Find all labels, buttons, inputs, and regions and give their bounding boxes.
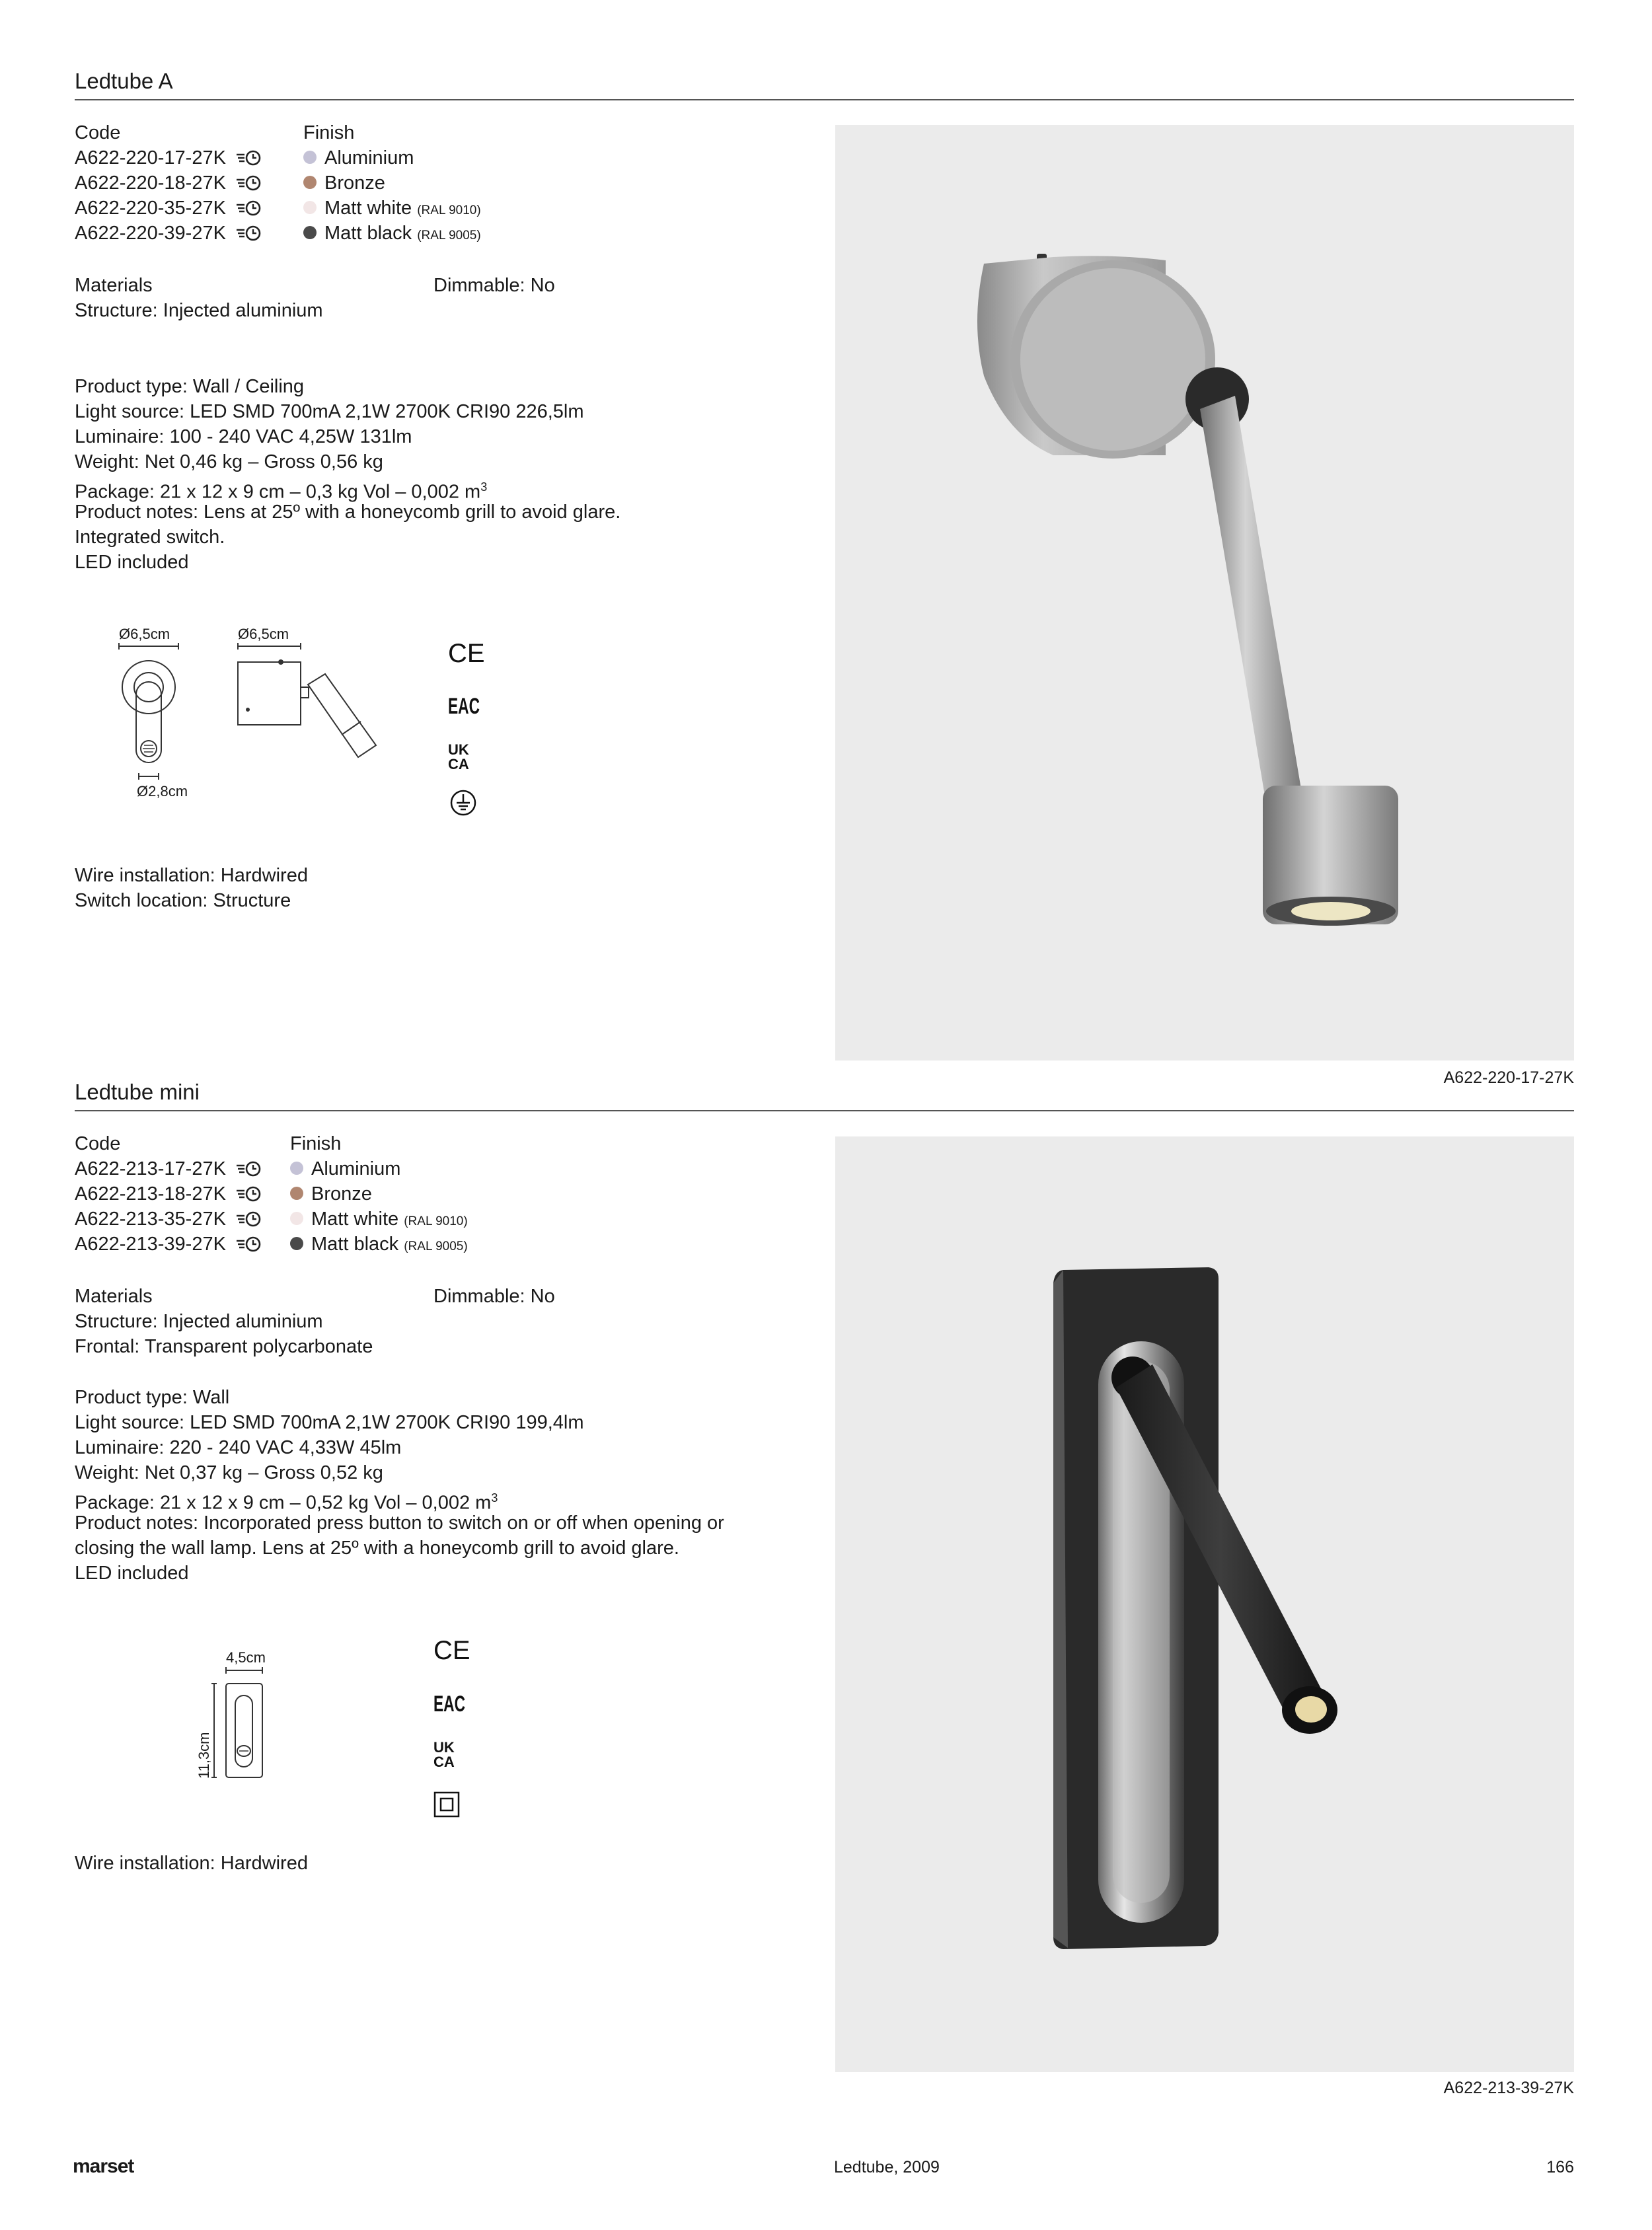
- ce-mark-text: CE: [433, 1636, 470, 1665]
- section-a-specs: [75, 374, 620, 575]
- code-row: [75, 1156, 263, 1181]
- section-b-finish-list: [290, 1156, 468, 1257]
- swatch-aluminium: [290, 1162, 303, 1175]
- spec-line: Luminaire: 100 - 240 VAC 4,25W 131lm: [75, 426, 412, 447]
- brand-logo: marset: [73, 2155, 134, 2177]
- product-code: A622-220-17-27K: [75, 147, 226, 168]
- material-frontal: Frontal: Transparent polycarbonate: [75, 1336, 373, 1357]
- section-b-divider: [75, 1110, 1574, 1111]
- code-row: [75, 221, 263, 246]
- product-code: A622-213-35-27K: [75, 1208, 226, 1230]
- section-a-code-header: Code: [75, 122, 121, 143]
- uk-mark-text: UK: [448, 741, 469, 758]
- spec-line: LED included: [75, 1563, 189, 1584]
- ukca-mark-icon: [448, 741, 478, 772]
- section-a-title: Ledtube A: [75, 69, 173, 93]
- section-b-wire-installation: Wire installation: Hardwired: [75, 1853, 308, 1874]
- swatch-bronze: [303, 176, 317, 189]
- section-b-finish-header: Finish: [290, 1133, 342, 1154]
- section-a-code-list: [75, 145, 263, 246]
- product-code: A622-220-35-27K: [75, 198, 226, 219]
- dimming-timer-icon: [235, 1236, 263, 1253]
- section-b-materials: [75, 1309, 373, 1359]
- finish-item: Aluminium: [290, 1156, 468, 1181]
- section-a-structure: Structure: Injected aluminium: [75, 300, 323, 321]
- dim-side-top-label: Ø6,5cm: [238, 626, 289, 642]
- section-b-specs: [75, 1385, 724, 1586]
- ca-mark-text: CA: [448, 756, 469, 772]
- spec-line: Luminaire: 220 - 240 VAC 4,33W 45lm: [75, 1437, 402, 1458]
- spec-line: Product notes: Incorporated press button to switch on or off when opening or: [75, 1512, 724, 1534]
- ledtube-a-photo: [835, 125, 1574, 1060]
- dimming-timer-icon: [235, 225, 263, 242]
- finish-item: Matt white (RAL 9010): [303, 196, 481, 221]
- finish-item: Matt white (RAL 9010): [290, 1207, 468, 1232]
- eac-mark-text: EAC: [448, 694, 480, 719]
- spec-line: LED included: [75, 552, 189, 573]
- ce-mark-text: CE: [448, 639, 485, 668]
- finish-item: Bronze: [303, 170, 481, 196]
- earth-ground-icon: [449, 789, 477, 817]
- product-code: A622-220-39-27K: [75, 223, 226, 244]
- section-b-materials-label: Materials: [75, 1286, 153, 1307]
- section-b-title: Ledtube mini: [75, 1080, 200, 1104]
- product-code: A622-213-18-27K: [75, 1183, 226, 1205]
- spec-line: Weight: Net 0,46 kg – Gross 0,56 kg: [75, 451, 383, 472]
- code-row: [75, 1232, 263, 1257]
- class-ii-insulation-icon: [433, 1791, 460, 1818]
- spec-line: closing the wall lamp. Lens at 25º with a honeycomb grill to avoid glare.: [75, 1538, 679, 1559]
- product-code: A622-220-18-27K: [75, 172, 226, 194]
- spec-line: Product type: Wall / Ceiling: [75, 376, 305, 397]
- section-a-divider: [75, 99, 1574, 100]
- dimming-timer-icon: [235, 200, 263, 217]
- dim-width-label: 4,5cm: [226, 1649, 266, 1666]
- ce-mark-icon: [448, 640, 485, 666]
- section-a-wire-info: [75, 863, 308, 913]
- section-a-finish-header: Finish: [303, 122, 355, 143]
- product-code: A622-213-17-27K: [75, 1158, 226, 1179]
- section-a-photo-caption: A622-220-17-27K: [1443, 1068, 1574, 1087]
- finish-item: Matt black (RAL 9005): [303, 221, 481, 246]
- dim-front-top-label: Ø6,5cm: [119, 626, 170, 642]
- section-a-finish-list: [303, 145, 481, 246]
- section-a-dimmable: Dimmable: No: [433, 275, 555, 296]
- eac-mark-text: EAC: [433, 1691, 465, 1717]
- spec-line: Light source: LED SMD 700mA 2,1W 2700K CRI90 199,4lm: [75, 1412, 584, 1433]
- code-row: [75, 170, 263, 196]
- finish-item: Matt black (RAL 9005): [290, 1232, 468, 1257]
- ce-mark-icon: [433, 1637, 470, 1663]
- ledtube-mini-technical-drawing: [211, 1666, 271, 1782]
- wire-installation: Wire installation: Hardwired: [75, 865, 308, 886]
- spec-line: Weight: Net 0,37 kg – Gross 0,52 kg: [75, 1462, 383, 1483]
- spec-line: Product type: Wall: [75, 1387, 230, 1408]
- product-code: A622-213-39-27K: [75, 1234, 226, 1255]
- finish-item: Aluminium: [303, 145, 481, 170]
- section-b-photo-caption: A622-213-39-27K: [1443, 2079, 1574, 2097]
- ca-mark-text: CA: [433, 1754, 455, 1770]
- swatch-matt-white: [290, 1212, 303, 1225]
- swatch-bronze: [290, 1187, 303, 1200]
- eac-mark-icon: [433, 1688, 470, 1715]
- code-row: [75, 145, 263, 170]
- spec-line: Light source: LED SMD 700mA 2,1W 2700K CRI90 226,5lm: [75, 401, 584, 422]
- swatch-matt-white: [303, 201, 317, 214]
- ledtube-a-product-illustration: [835, 125, 1574, 1060]
- code-row: [75, 1207, 263, 1232]
- swatch-matt-black: [303, 226, 317, 239]
- dim-height-label: 11,3cm: [196, 1732, 212, 1779]
- section-b-dimmable: Dimmable: No: [433, 1286, 555, 1307]
- spec-line: Product notes: Lens at 25º with a honeycomb grill to avoid glare.: [75, 502, 621, 523]
- spec-line: Integrated switch.: [75, 527, 225, 548]
- eac-mark-icon: [448, 690, 485, 718]
- footer-collection: Ledtube, 2009: [834, 2158, 940, 2176]
- dimming-timer-icon: [235, 1185, 263, 1203]
- dim-front-bottom-label: Ø2,8cm: [137, 783, 188, 799]
- swatch-aluminium: [303, 151, 317, 164]
- section-a-materials-label: Materials: [75, 275, 153, 296]
- material-structure: Structure: Injected aluminium: [75, 1311, 323, 1332]
- dimming-timer-icon: [235, 1160, 263, 1177]
- ledtube-mini-photo: [835, 1136, 1574, 2072]
- ledtube-mini-product-illustration: [835, 1136, 1574, 2072]
- finish-item: Bronze: [290, 1181, 468, 1207]
- ukca-mark-icon: [433, 1739, 464, 1769]
- ledtube-a-technical-drawing: [112, 641, 410, 783]
- section-b-code-list: [75, 1156, 263, 1257]
- code-row: [75, 196, 263, 221]
- section-b-code-header: Code: [75, 1133, 121, 1154]
- dimming-timer-icon: [235, 174, 263, 192]
- code-row: [75, 1181, 263, 1207]
- dimming-timer-icon: [235, 1210, 263, 1228]
- uk-mark-text: UK: [433, 1739, 455, 1756]
- spec-line: Package: 21 x 12 x 9 cm – 0,52 kg Vol – 0,002 $m^3$: [75, 1491, 498, 1514]
- switch-location: Switch location: Structure: [75, 890, 291, 911]
- dimming-timer-icon: [235, 149, 263, 167]
- swatch-matt-black: [290, 1237, 303, 1250]
- page-number: 166: [1546, 2158, 1574, 2176]
- spec-line: Package: 21 x 12 x 9 cm – 0,3 kg Vol – 0,002 $m^3$: [75, 480, 488, 503]
